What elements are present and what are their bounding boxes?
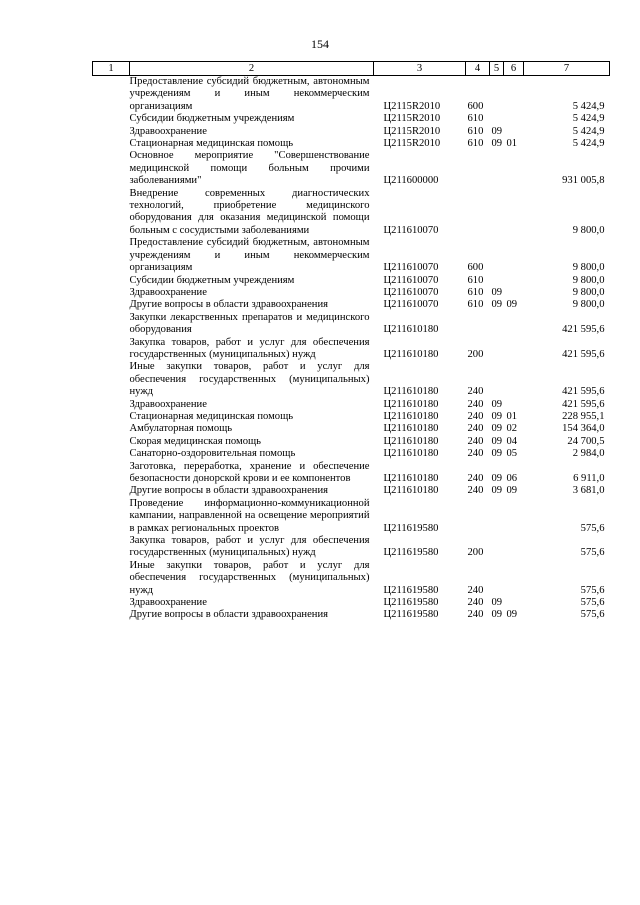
table-row bbox=[93, 498, 610, 535]
cell-col-1 bbox=[93, 485, 130, 497]
row-amount: 6 911,0 bbox=[573, 473, 605, 484]
row-subsection: 05 bbox=[506, 448, 518, 460]
table-body bbox=[93, 76, 610, 622]
row-section: 09 bbox=[491, 435, 503, 447]
row-expense-type: 600 bbox=[467, 262, 484, 274]
table-row bbox=[93, 535, 610, 560]
row-name: Другие вопросы в области здравоохранения bbox=[129, 299, 328, 311]
row-target-code: Ц211619580 bbox=[383, 584, 439, 596]
row-expense-type bbox=[466, 498, 490, 535]
row-name: Стационарная медицинская помощь bbox=[129, 138, 294, 150]
table-row bbox=[93, 411, 610, 423]
row-subsection bbox=[504, 337, 524, 362]
row-subsection bbox=[504, 560, 524, 597]
row-amount: 575,6 bbox=[580, 609, 605, 621]
table-row bbox=[93, 126, 610, 138]
row-amount: 5 424,9 bbox=[572, 125, 605, 137]
cell-col-1 bbox=[93, 138, 130, 150]
row-section: 09 bbox=[491, 125, 503, 137]
row-target-code: Ц211619580 bbox=[383, 522, 439, 534]
row-subsection bbox=[504, 287, 524, 299]
table-row bbox=[93, 113, 610, 125]
row-amount: 9 800,0 bbox=[572, 274, 605, 286]
cell-col-1 bbox=[93, 411, 130, 423]
row-expense-type: 240 bbox=[467, 473, 484, 484]
row-target-code: Ц211619580 bbox=[383, 547, 439, 559]
row-target-code: Ц2115R2010 bbox=[383, 113, 441, 125]
cell-col-1 bbox=[93, 113, 130, 125]
table-row bbox=[93, 150, 610, 187]
row-subsection bbox=[504, 76, 524, 114]
cell-col-1 bbox=[93, 461, 130, 486]
table-row bbox=[93, 76, 610, 114]
row-expense-type: 200 bbox=[467, 348, 484, 360]
budget-table bbox=[92, 61, 610, 622]
header-col-6: 6 bbox=[504, 62, 524, 76]
row-subsection: 02 bbox=[506, 423, 518, 435]
header-col-5: 5 bbox=[490, 62, 504, 76]
row-target-code: Ц211610070 bbox=[383, 274, 439, 286]
header-col-7: 7 bbox=[524, 62, 610, 76]
table-row bbox=[93, 188, 610, 238]
row-amount: 421 595,6 bbox=[562, 348, 605, 360]
table-row bbox=[93, 299, 610, 311]
row-section: 09 bbox=[491, 597, 503, 609]
row-expense-type: 610 bbox=[467, 274, 484, 286]
row-target-code: Ц211610180 bbox=[383, 485, 439, 497]
row-amount: 421 595,6 bbox=[562, 386, 605, 398]
cell-col-1 bbox=[93, 423, 130, 435]
row-subsection bbox=[504, 237, 524, 274]
row-subsection bbox=[504, 535, 524, 560]
row-name: Заготовка, переработка, хранение и обеспечение безопасности донорской крови и ее компонентов bbox=[129, 460, 370, 484]
cell-col-1 bbox=[93, 597, 130, 609]
row-section: 09 bbox=[491, 398, 503, 410]
cell-col-1 bbox=[93, 126, 130, 138]
row-section bbox=[490, 275, 504, 287]
row-section: 09 bbox=[491, 473, 503, 484]
cell-col-1 bbox=[93, 188, 130, 238]
table-header bbox=[93, 62, 610, 76]
row-expense-type bbox=[466, 188, 490, 238]
cell-col-1 bbox=[93, 287, 130, 299]
row-name: Внедрение современных диагностических технологий, приобретение медицинского оборудования для оказания медицинской помощи больным с сосудистыми заболеваниями bbox=[129, 187, 370, 236]
table-row bbox=[93, 485, 610, 497]
table-row bbox=[93, 448, 610, 460]
row-name: Скорая медицинская помощь bbox=[129, 435, 261, 447]
table-row bbox=[93, 560, 610, 597]
cell-col-1 bbox=[93, 299, 130, 311]
row-target-code: Ц2115R2010 bbox=[383, 125, 441, 137]
row-expense-type: 610 bbox=[467, 299, 484, 311]
table-row bbox=[93, 597, 610, 609]
row-expense-type: 240 bbox=[467, 584, 484, 596]
table-row bbox=[93, 399, 610, 411]
row-subsection bbox=[504, 150, 524, 187]
cell-col-1 bbox=[93, 150, 130, 187]
row-target-code: Ц211610180 bbox=[383, 324, 439, 336]
row-expense-type: 240 bbox=[467, 423, 484, 435]
row-expense-type: 240 bbox=[467, 609, 484, 621]
row-amount: 575,6 bbox=[580, 547, 605, 559]
row-section bbox=[490, 337, 504, 362]
row-name: Предоставление субсидий бюджетным, автономным учреждениям и иным некоммерческим организациям bbox=[129, 76, 370, 112]
row-section bbox=[490, 150, 504, 187]
row-amount: 228 955,1 bbox=[562, 410, 605, 422]
row-target-code: Ц211610070 bbox=[383, 299, 439, 311]
row-subsection bbox=[504, 498, 524, 535]
row-section: 09 bbox=[491, 485, 503, 497]
row-amount: 931 005,8 bbox=[562, 175, 605, 187]
row-name: Субсидии бюджетным учреждениям bbox=[129, 113, 295, 125]
table-row bbox=[93, 436, 610, 448]
row-amount: 9 800,0 bbox=[572, 286, 605, 298]
table-row bbox=[93, 138, 610, 150]
row-section: 09 bbox=[491, 448, 503, 460]
row-expense-type: 610 bbox=[467, 286, 484, 298]
row-expense-type: 240 bbox=[467, 597, 484, 609]
row-subsection: 09 bbox=[506, 299, 518, 311]
row-subsection bbox=[504, 126, 524, 138]
row-name: Амбулаторная помощь bbox=[129, 423, 233, 435]
row-section: 09 bbox=[491, 423, 503, 435]
table-row bbox=[93, 461, 610, 486]
row-expense-type bbox=[466, 150, 490, 187]
row-target-code: Ц211610180 bbox=[383, 398, 439, 410]
row-section: 09 bbox=[491, 138, 503, 150]
row-name: Предоставление субсидий бюджетным, автономным учреждениям и иным некоммерческим организациям bbox=[129, 237, 370, 274]
table-row bbox=[93, 287, 610, 299]
table-row bbox=[93, 312, 610, 337]
row-amount: 575,6 bbox=[580, 584, 605, 596]
cell-col-1 bbox=[93, 609, 130, 621]
row-expense-type: 240 bbox=[467, 398, 484, 410]
row-amount: 421 595,6 bbox=[562, 324, 605, 336]
row-section bbox=[490, 237, 504, 274]
header-col-4: 4 bbox=[466, 62, 490, 76]
row-expense-type: 240 bbox=[467, 386, 484, 398]
cell-col-1 bbox=[93, 535, 130, 560]
row-amount: 2 984,0 bbox=[572, 448, 605, 460]
row-amount: 421 595,6 bbox=[562, 398, 605, 410]
row-subsection bbox=[504, 399, 524, 411]
row-amount: 9 800,0 bbox=[572, 262, 605, 274]
row-subsection bbox=[504, 597, 524, 609]
row-target-code: Ц211600000 bbox=[383, 175, 439, 187]
page-number: 154 bbox=[311, 37, 329, 51]
row-target-code: Ц211610180 bbox=[383, 348, 439, 360]
row-name: Здравоохранение bbox=[129, 286, 207, 298]
row-amount: 575,6 bbox=[580, 597, 605, 609]
header-col-2: 2 bbox=[130, 62, 374, 76]
row-section: 09 bbox=[491, 609, 503, 621]
row-target-code: Ц211610180 bbox=[383, 423, 439, 435]
row-name: Иные закупки товаров, работ и услуг для обеспечения государственных (муниципальных) нужд bbox=[129, 559, 370, 596]
row-name: Санаторно-оздоровительная помощь bbox=[129, 448, 296, 460]
row-name: Закупки лекарственных препаратов и медицинского оборудования bbox=[129, 311, 370, 336]
row-amount: 9 800,0 bbox=[572, 224, 605, 236]
cell-col-1 bbox=[93, 337, 130, 362]
row-name: Здравоохранение bbox=[129, 398, 207, 410]
row-amount: 3 681,0 bbox=[572, 485, 605, 497]
row-amount: 9 800,0 bbox=[572, 299, 605, 311]
row-target-code: Ц211610180 bbox=[383, 473, 439, 484]
row-subsection: 09 bbox=[506, 485, 518, 497]
row-target-code: Ц211619580 bbox=[383, 609, 439, 621]
header-col-1: 1 bbox=[93, 62, 130, 76]
row-section: 09 bbox=[491, 410, 503, 422]
row-target-code: Ц211610070 bbox=[383, 262, 439, 274]
row-expense-type bbox=[466, 312, 490, 337]
row-subsection bbox=[504, 113, 524, 125]
row-name: Другие вопросы в области здравоохранения bbox=[129, 609, 328, 621]
row-expense-type: 240 bbox=[467, 410, 484, 422]
table-row bbox=[93, 423, 610, 435]
table-row bbox=[93, 237, 610, 274]
row-expense-type: 240 bbox=[467, 448, 484, 460]
row-target-code: Ц2115R2010 bbox=[383, 100, 441, 112]
header-col-3: 3 bbox=[374, 62, 466, 76]
row-subsection: 04 bbox=[506, 435, 518, 447]
row-section bbox=[490, 113, 504, 125]
row-name: Стационарная медицинская помощь bbox=[129, 410, 294, 422]
table-row bbox=[93, 361, 610, 398]
table-row bbox=[93, 275, 610, 287]
row-section bbox=[490, 498, 504, 535]
row-expense-type: 240 bbox=[467, 485, 484, 497]
row-amount: 5 424,9 bbox=[572, 113, 605, 125]
row-target-code: Ц211610180 bbox=[383, 410, 439, 422]
row-amount: 5 424,9 bbox=[572, 100, 605, 112]
row-name: Здравоохранение bbox=[129, 597, 207, 609]
row-amount: 575,6 bbox=[580, 522, 605, 534]
row-name: Иные закупки товаров, работ и услуг для обеспечения государственных (муниципальных) нужд bbox=[129, 361, 370, 398]
row-amount: 5 424,9 bbox=[572, 138, 605, 150]
row-target-code: Ц211610180 bbox=[383, 435, 439, 447]
row-name: Закупка товаров, работ и услуг для обеспечения государственных (муниципальных) нужд bbox=[129, 535, 370, 559]
row-amount: 24 700,5 bbox=[567, 435, 605, 447]
row-expense-type: 600 bbox=[467, 100, 484, 112]
row-name: Здравоохранение bbox=[129, 125, 207, 137]
row-expense-type: 610 bbox=[467, 138, 484, 150]
row-target-code: Ц211610070 bbox=[383, 224, 439, 236]
row-subsection: 01 bbox=[506, 410, 518, 422]
row-subsection: 01 bbox=[506, 138, 518, 150]
row-section bbox=[490, 76, 504, 114]
row-amount: 154 364,0 bbox=[562, 423, 605, 435]
row-name: Субсидии бюджетным учреждениям bbox=[129, 274, 295, 286]
row-section bbox=[490, 312, 504, 337]
row-expense-type: 610 bbox=[467, 125, 484, 137]
cell-col-1 bbox=[93, 436, 130, 448]
cell-col-1 bbox=[93, 76, 130, 114]
row-target-code: Ц2115R2010 bbox=[383, 138, 441, 150]
row-name: Основное мероприятие "Совершенствование медицинской помощи больным прочими заболеваниями" bbox=[129, 150, 370, 187]
cell-col-1 bbox=[93, 237, 130, 274]
row-subsection: 09 bbox=[506, 609, 518, 621]
row-subsection bbox=[504, 275, 524, 287]
row-expense-type: 240 bbox=[467, 435, 484, 447]
row-subsection bbox=[504, 312, 524, 337]
row-target-code: Ц211619580 bbox=[383, 597, 439, 609]
table-row bbox=[93, 337, 610, 362]
cell-col-1 bbox=[93, 312, 130, 337]
row-target-code: Ц211610180 bbox=[383, 386, 439, 398]
row-target-code: Ц211610180 bbox=[383, 448, 439, 460]
cell-col-1 bbox=[93, 361, 130, 398]
cell-col-1 bbox=[93, 560, 130, 597]
row-section: 09 bbox=[491, 286, 503, 298]
table-row bbox=[93, 609, 610, 621]
row-section bbox=[490, 361, 504, 398]
cell-col-1 bbox=[93, 275, 130, 287]
row-expense-type: 200 bbox=[467, 547, 484, 559]
row-section bbox=[490, 535, 504, 560]
cell-col-1 bbox=[93, 399, 130, 411]
row-target-code: Ц211610070 bbox=[383, 286, 439, 298]
cell-col-1 bbox=[93, 498, 130, 535]
row-name: Другие вопросы в области здравоохранения bbox=[129, 485, 328, 497]
row-name: Закупка товаров, работ и услуг для обеспечения государственных (муниципальных) нужд bbox=[129, 336, 370, 360]
cell-col-1 bbox=[93, 448, 130, 460]
row-subsection bbox=[504, 361, 524, 398]
row-name: Проведение информационно-коммуникационной кампании, направленной на освещение мероприятий в рамках региональных проектов bbox=[129, 497, 370, 534]
row-subsection: 06 bbox=[506, 473, 518, 484]
row-expense-type: 610 bbox=[467, 113, 484, 125]
row-section: 09 bbox=[491, 299, 503, 311]
row-section bbox=[490, 188, 504, 238]
row-section bbox=[490, 560, 504, 597]
row-subsection bbox=[504, 188, 524, 238]
